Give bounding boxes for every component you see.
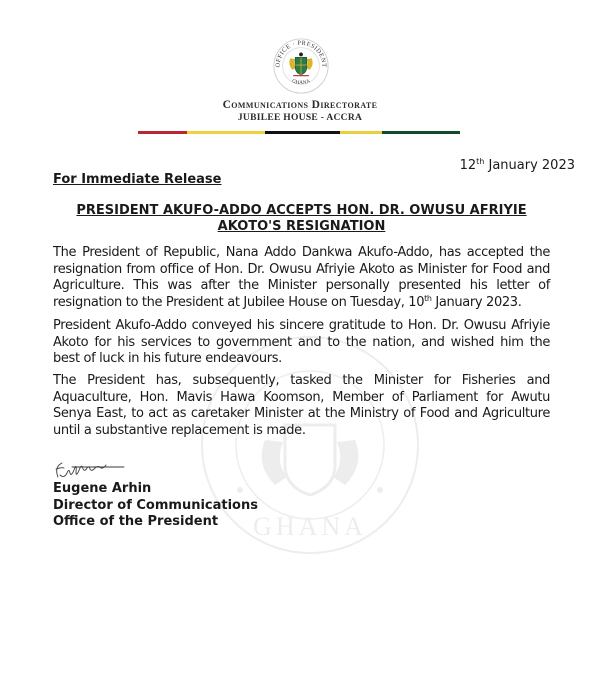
release-label: For Immediate Release (53, 172, 222, 187)
paragraph-caretaker-minister: The President has, subsequently, tasked the Minister for Fisheries and Aquaculture, Hon. Mavis Hawa Koomson, Member of Parliament for Awutu Senya East, to act as caretaker Minister at the Ministry of Food and Agriculture until a substantive replacement is made. (53, 373, 550, 438)
signatory-block (53, 481, 258, 531)
national-colors-rule (138, 131, 460, 134)
date-suffix: th (476, 157, 485, 166)
signatory-title: Director of Communications (53, 497, 258, 513)
paragraph-text: The President of Republic, Nana Addo Dankwa Akufo-Addo, has accepted the resignation from office of Hon. Dr. Owusu Afriyie Akoto as Minister for Food and Agriculture. This was after the Minister personally presented his letter of resignation to the President at Jubilee House on Tuesday, 10 (53, 245, 550, 310)
rule-segment-black (265, 131, 340, 134)
signatory-office: Office of the President (53, 514, 219, 529)
press-release-headline: PRESIDENT AKUFO-ADDO ACCEPTS HON. DR. OWUSU AFRIYIE AKOTO'S RESIGNATION (76, 203, 527, 234)
office-of-the-president-seal-icon (272, 37, 330, 95)
svg-text:GHANA: GHANA (253, 512, 367, 541)
svg-text:OFFICE · PRESIDENT: OFFICE · PRESIDENT (274, 39, 328, 68)
rule-segment-yellow-2 (340, 131, 382, 134)
signatory-name: Eugene Arhin (53, 481, 152, 496)
paragraph-text: January 2023. (431, 294, 522, 310)
date-suffix: th (424, 293, 432, 303)
rule-segment-red (138, 131, 187, 134)
rule-segment-green (382, 131, 460, 134)
rule-segment-yellow (187, 131, 265, 134)
paragraph-gratitude: President Akufo-Addo conveyed his sincere gratitude to Hon. Dr. Owusu Afriyie Akoto for his services to government and to the nation, and wished him the best of luck in his future endeavours. (53, 318, 550, 367)
paragraph-resignation-accepted (53, 245, 550, 311)
date-day: 12 (459, 158, 477, 173)
date-month-year: January 2023 (484, 158, 575, 173)
svg-text:GHANA: GHANA (290, 78, 312, 87)
directorate-location: JUBILEE HOUSE - ACCRA (237, 113, 363, 123)
release-date (460, 158, 575, 173)
directorate-title: Communications Directorate (222, 99, 378, 111)
